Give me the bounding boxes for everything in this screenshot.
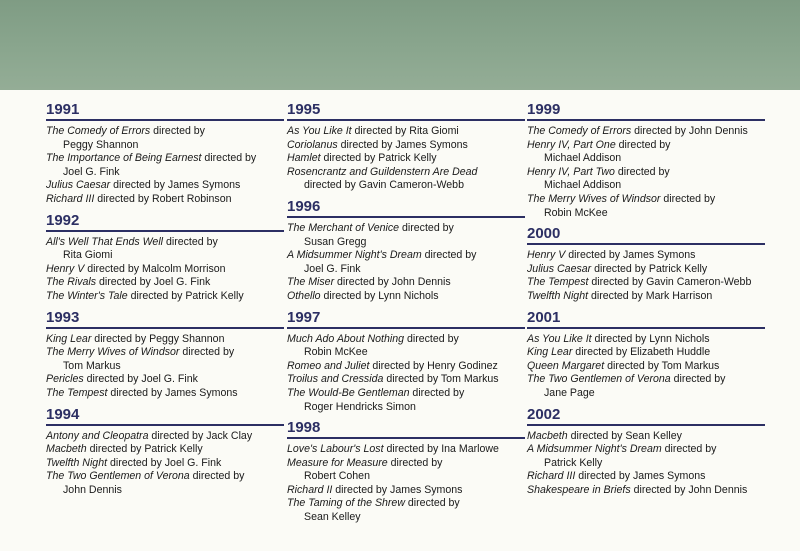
play-title: Troilus and Cressida	[287, 373, 384, 386]
column-2	[287, 101, 525, 530]
director-credit-continued: John Dennis	[63, 483, 122, 496]
year-heading: 1991	[46, 101, 284, 121]
year-section	[287, 419, 525, 525]
director-credit: directed by Patrick Kelly	[591, 262, 708, 275]
year-section	[46, 101, 284, 207]
play-title: The Tempest	[46, 386, 108, 399]
production-entry	[287, 276, 525, 290]
production-entry	[527, 333, 765, 347]
director-credit: directed by James Symons	[110, 179, 241, 192]
director-credit: directed by James Symons	[332, 483, 463, 496]
production-entry	[287, 387, 525, 414]
year-heading: 1996	[287, 198, 525, 218]
production-entry	[287, 222, 525, 249]
director-credit: directed by James Symons	[107, 386, 238, 399]
director-credit: directed by James Symons	[565, 249, 696, 262]
column-3	[527, 101, 765, 502]
director-credit: directed by Elizabeth Huddle	[572, 346, 711, 359]
play-title: The Would-Be Gentleman	[287, 386, 410, 399]
director-credit: directed by Gavin Cameron-Webb	[588, 276, 752, 289]
play-title: Coriolanus	[287, 138, 338, 151]
director-credit-continued: Michael Addison	[544, 179, 622, 192]
play-title: Hamlet	[287, 152, 321, 165]
column-1	[46, 101, 284, 502]
director-credit: directed by John Dennis	[630, 483, 748, 496]
production-entry	[287, 497, 525, 524]
play-title: Pericles	[46, 373, 84, 386]
production-entry	[527, 346, 765, 360]
director-credit: directed by Rita Giomi	[351, 125, 459, 137]
production-entry	[287, 125, 525, 139]
director-credit: directed by	[201, 152, 257, 165]
director-credit: directed by James Symons	[337, 138, 468, 151]
production-entry	[287, 360, 525, 374]
production-entry	[287, 373, 525, 387]
production-entry	[287, 290, 525, 304]
play-title: A Midsummer Night's Dream	[287, 249, 422, 262]
director-credit: directed by John Dennis	[631, 125, 748, 137]
director-credit-continued: Robert Cohen	[304, 470, 370, 483]
production-entry	[46, 430, 284, 444]
director-credit: directed by Joel G. Fink	[107, 456, 222, 469]
play-title: Shakespeare in Briefs	[527, 483, 631, 496]
director-credit-continued: directed by Gavin Cameron-Webb	[304, 179, 464, 192]
director-credit-continued: Roger Hendricks Simon	[304, 400, 416, 413]
production-entry	[46, 346, 284, 373]
production-entry	[46, 193, 284, 207]
year-section	[527, 101, 765, 220]
production-entry	[527, 484, 765, 498]
year-section	[527, 225, 765, 303]
year-heading: 1993	[46, 309, 284, 329]
director-credit: directed by Tom Markus	[383, 373, 499, 386]
play-title: Love's Labour's Lost	[287, 443, 384, 456]
director-credit: directed by Malcolm Morrison	[84, 262, 226, 275]
production-entry	[46, 443, 284, 457]
director-credit: directed by Joel G. Fink	[83, 373, 198, 386]
director-credit: directed by	[404, 332, 459, 345]
year-heading: 1995	[287, 101, 525, 121]
year-heading: 1999	[527, 101, 765, 121]
play-title: The Merry Wives of Windsor	[46, 346, 180, 359]
year-section	[46, 406, 284, 498]
play-title: As You Like It	[527, 332, 592, 345]
play-title: The Winter's Tale	[46, 289, 128, 302]
director-credit: directed by Mark Harrison	[588, 289, 713, 302]
director-credit-continued: Joel G. Fink	[63, 165, 120, 178]
play-title: Richard III	[527, 470, 576, 483]
production-entry	[527, 193, 765, 220]
director-credit: directed by Patrick Kelly	[86, 443, 203, 456]
director-credit-continued: Susan Gregg	[304, 235, 367, 248]
year-heading: 2000	[527, 225, 765, 245]
director-credit: directed by Tom Markus	[604, 359, 720, 372]
play-title: Julius Caesar	[527, 262, 592, 275]
play-title: A Midsummer Night's Dream	[527, 443, 662, 456]
play-title: Queen Margaret	[527, 359, 605, 372]
year-section	[287, 101, 525, 193]
year-heading: 1997	[287, 309, 525, 329]
director-credit: directed by Sean Kelley	[567, 429, 682, 442]
director-credit: directed by	[615, 138, 671, 151]
director-credit: directed by Jack Clay	[148, 429, 253, 442]
production-entry	[46, 236, 284, 263]
production-entry	[527, 430, 765, 444]
director-credit-continued: Tom Markus	[63, 359, 121, 372]
director-credit-continued: Michael Addison	[544, 152, 622, 165]
production-entry	[287, 139, 525, 153]
year-section	[46, 212, 284, 304]
play-title: The Two Gentlemen of Verona	[527, 373, 671, 386]
play-title: Macbeth	[527, 429, 568, 442]
director-credit: directed by	[150, 125, 205, 137]
play-title: Othello	[287, 289, 321, 302]
play-title: The Two Gentlemen of Verona	[46, 470, 190, 483]
production-entry	[46, 152, 284, 179]
play-title: Macbeth	[46, 443, 87, 456]
year-section	[46, 309, 284, 401]
director-credit: directed by Joel G. Fink	[96, 276, 211, 289]
play-title: As You Like It	[287, 125, 352, 137]
play-title: Twelfth Night	[46, 456, 108, 469]
director-credit: directed by John Dennis	[334, 276, 451, 289]
production-entry	[46, 179, 284, 193]
production-entry	[287, 443, 525, 457]
production-entry	[46, 387, 284, 401]
director-credit-continued: Peggy Shannon	[63, 138, 139, 151]
production-entry	[46, 263, 284, 277]
director-credit: directed by	[399, 221, 454, 234]
production-entry	[46, 470, 284, 497]
play-title: Henry V	[527, 249, 566, 262]
production-entry	[527, 125, 765, 139]
play-title: Julius Caesar	[46, 179, 111, 192]
director-credit-continued: Patrick Kelly	[544, 456, 603, 469]
production-entry	[527, 360, 765, 374]
production-entry	[527, 276, 765, 290]
production-entry	[46, 276, 284, 290]
director-credit-continued: Jane Page	[544, 386, 595, 399]
director-credit: directed by Robert Robinson	[94, 192, 232, 205]
play-title: The Comedy of Errors	[46, 125, 151, 137]
director-credit: directed by	[163, 235, 218, 248]
production-entry	[46, 457, 284, 471]
play-title: King Lear	[46, 332, 92, 345]
play-title: The Merry Wives of Windsor	[527, 192, 661, 205]
director-credit: directed by	[660, 192, 716, 205]
director-credit: directed by Lynn Nichols	[320, 289, 439, 302]
director-credit: directed by	[189, 470, 245, 483]
production-entry	[527, 373, 765, 400]
production-entry	[527, 139, 765, 166]
production-entry	[46, 333, 284, 347]
play-title: The Rivals	[46, 276, 97, 289]
top-color-band	[0, 0, 800, 90]
production-entry	[527, 470, 765, 484]
director-credit: directed by	[179, 346, 235, 359]
director-credit: directed by Patrick Kelly	[127, 289, 244, 302]
director-credit: directed by Ina Marlowe	[383, 443, 499, 456]
director-credit-continued: Rita Giomi	[63, 249, 113, 262]
play-title: Richard III	[46, 192, 95, 205]
production-entry	[287, 484, 525, 498]
director-credit-continued: Sean Kelley	[304, 511, 361, 524]
play-title: The Merchant of Venice	[287, 221, 400, 234]
director-credit: directed by	[661, 443, 717, 456]
director-credit: directed by	[614, 165, 670, 178]
play-title: Rosencrantz and Guildenstern Are Dead	[287, 165, 478, 178]
director-credit: directed by	[409, 386, 465, 399]
director-credit: directed by James Symons	[575, 470, 706, 483]
director-credit: directed by Peggy Shannon	[91, 332, 225, 345]
play-title: The Taming of the Shrew	[287, 497, 405, 510]
production-entry	[287, 249, 525, 276]
year-heading: 1998	[287, 419, 525, 439]
production-entry	[287, 152, 525, 166]
production-entry	[46, 290, 284, 304]
year-heading: 1994	[46, 406, 284, 426]
production-entry	[527, 263, 765, 277]
play-title: The Miser	[287, 276, 335, 289]
play-title: Henry IV, Part Two	[527, 165, 615, 178]
play-title: Twelfth Night	[527, 289, 589, 302]
play-title: Richard II	[287, 483, 333, 496]
production-entry	[527, 166, 765, 193]
play-title: Much Ado About Nothing	[287, 332, 404, 345]
play-title: Measure for Measure	[287, 456, 388, 469]
play-title: Henry IV, Part One	[527, 138, 616, 151]
director-credit: directed by	[404, 497, 460, 510]
production-entry	[46, 125, 284, 152]
year-section	[527, 406, 765, 498]
play-title: All's Well That Ends Well	[46, 235, 164, 248]
production-entry	[46, 373, 284, 387]
play-title: King Lear	[527, 346, 573, 359]
year-section	[527, 309, 765, 401]
director-credit: directed by	[670, 373, 726, 386]
play-title: The Importance of Being Earnest	[46, 152, 202, 165]
director-credit: directed by	[421, 249, 477, 262]
play-title: Romeo and Juliet	[287, 359, 370, 372]
production-entry	[287, 457, 525, 484]
director-credit-continued: Joel G. Fink	[304, 262, 361, 275]
production-entry	[527, 290, 765, 304]
director-credit-continued: Robin McKee	[544, 206, 608, 219]
production-entry	[287, 166, 525, 193]
director-credit: directed by Henry Godinez	[369, 359, 498, 372]
director-credit: directed by Patrick Kelly	[320, 152, 437, 165]
director-credit-continued: Robin McKee	[304, 346, 368, 359]
production-entry	[527, 249, 765, 263]
year-heading: 2002	[527, 406, 765, 426]
year-heading: 2001	[527, 309, 765, 329]
production-entry	[287, 333, 525, 360]
production-entry	[527, 443, 765, 470]
year-heading: 1992	[46, 212, 284, 232]
director-credit: directed by	[387, 456, 443, 469]
play-title: The Tempest	[527, 276, 589, 289]
year-section	[287, 198, 525, 304]
play-title: Antony and Cleopatra	[46, 429, 149, 442]
play-title: The Comedy of Errors	[527, 125, 632, 137]
year-section	[287, 309, 525, 415]
play-title: Henry V	[46, 262, 85, 275]
director-credit: directed by Lynn Nichols	[591, 332, 710, 345]
